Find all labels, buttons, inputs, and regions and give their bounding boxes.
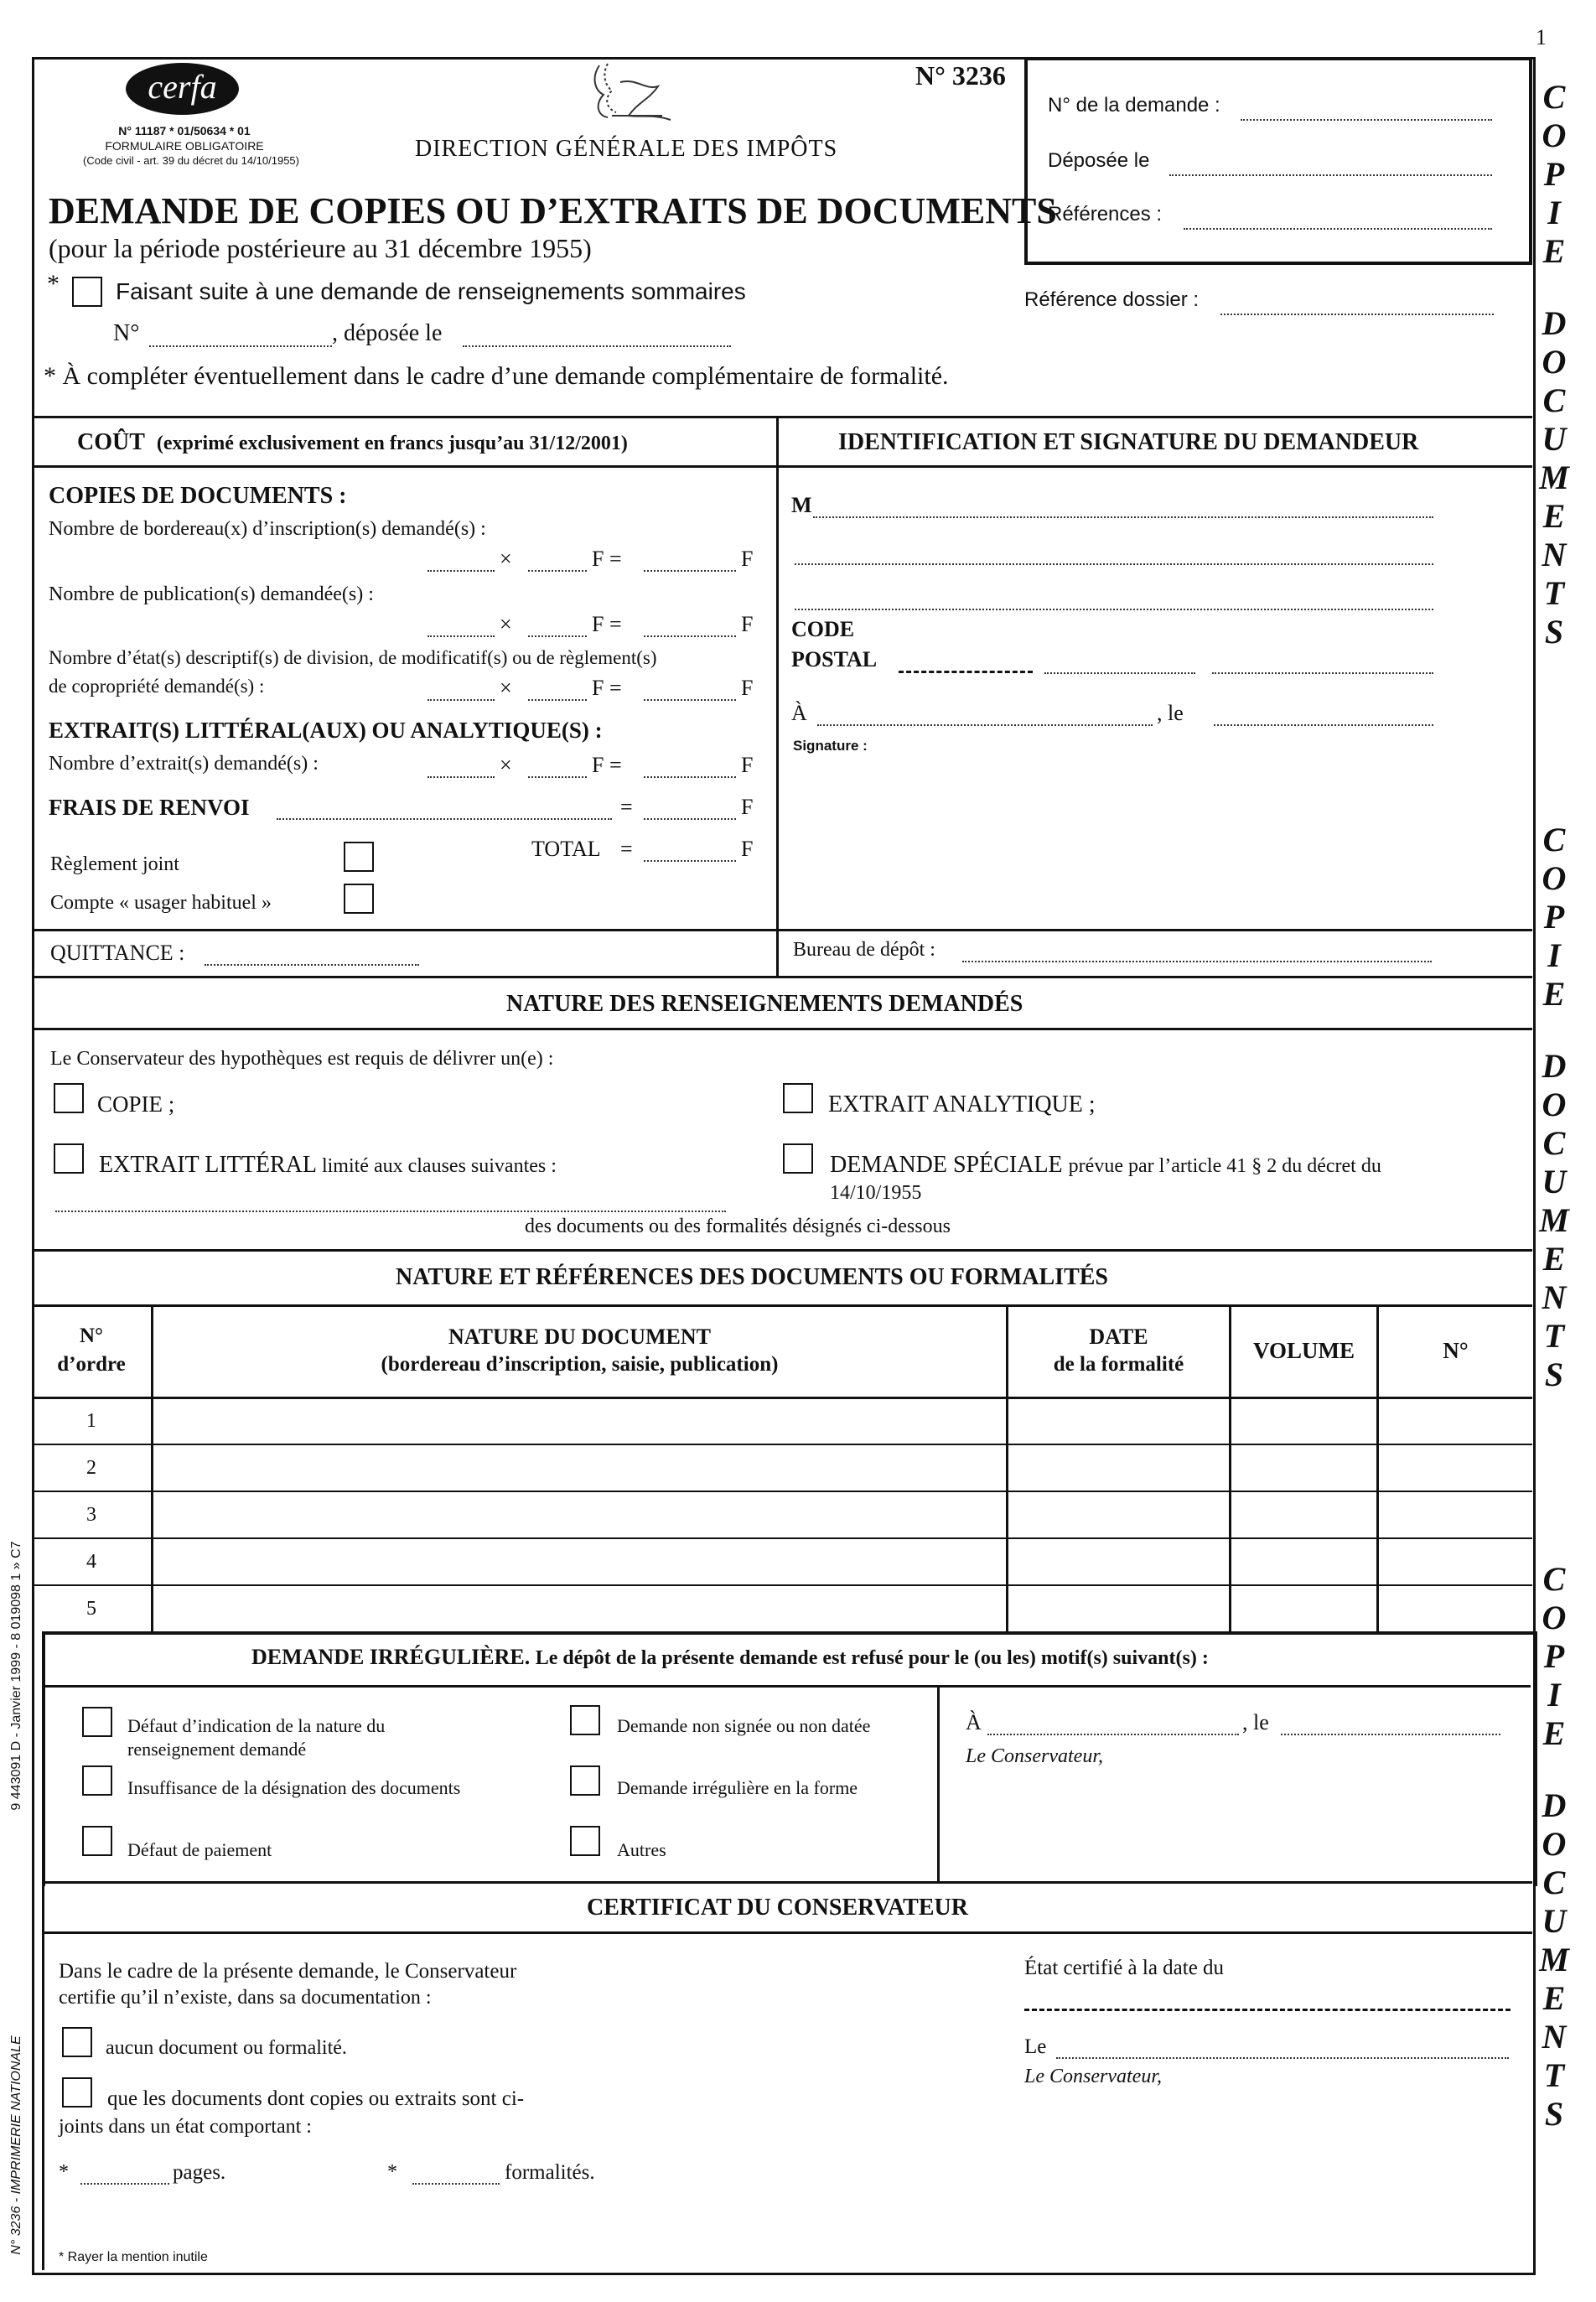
table-cell-number[interactable] bbox=[1379, 1446, 1532, 1490]
table-cell-number[interactable] bbox=[1379, 1399, 1532, 1443]
table-row-divider bbox=[32, 1444, 1532, 1445]
total-field[interactable] bbox=[644, 840, 736, 862]
side-letter: P bbox=[1543, 155, 1565, 193]
divider bbox=[776, 416, 779, 977]
divider bbox=[32, 929, 1532, 931]
address-field-2[interactable] bbox=[795, 588, 1433, 610]
table-cell-number[interactable] bbox=[1379, 1587, 1532, 1631]
franc-sign: F bbox=[741, 676, 754, 700]
side-letter: T bbox=[1543, 574, 1565, 612]
insuffisance-checkbox[interactable] bbox=[82, 1765, 112, 1796]
printer-margin-text: N° 3236 - IMPRIMERIE NATIONALE bbox=[9, 2035, 23, 2255]
publications-total-field[interactable] bbox=[644, 615, 736, 637]
frais-leader bbox=[277, 798, 612, 820]
side-letter: U bbox=[1542, 1902, 1567, 1940]
code-label: CODE bbox=[791, 617, 855, 641]
certificat-date-field[interactable] bbox=[1056, 2037, 1509, 2059]
irreguliere-date-field[interactable] bbox=[1281, 1714, 1500, 1735]
f-equals: F = bbox=[592, 612, 622, 636]
irreguliere-heading: DEMANDE IRRÉGULIÈRE. Le dépôt de la présente demande est refusé pour le (ou les) motif(s) suivant(s) : bbox=[251, 1645, 1209, 1669]
frais-label: FRAIS DE RENVOI bbox=[49, 795, 250, 820]
divider bbox=[42, 1881, 44, 2270]
side-letter: E bbox=[1542, 1714, 1566, 1752]
cerfa-logo: cerfa bbox=[126, 63, 239, 115]
side-letter: C bbox=[1542, 821, 1566, 858]
side-letter: D bbox=[1542, 1786, 1567, 1824]
identification-heading: IDENTIFICATION ET SIGNATURE DU DEMANDEUR bbox=[838, 429, 1419, 455]
f-equals: F = bbox=[592, 753, 622, 777]
references-field[interactable] bbox=[1184, 208, 1492, 230]
divider bbox=[32, 976, 1532, 978]
table-row-divider bbox=[32, 1537, 1532, 1539]
pages-field[interactable] bbox=[80, 2163, 169, 2185]
col-date-header-2: de la formalité bbox=[1053, 1353, 1184, 1376]
completer-note: * À compléter éventuellement dans le cadre d’une demande complémentaire de formalité. bbox=[44, 362, 949, 390]
m-label: M bbox=[791, 493, 812, 517]
address-field-1[interactable] bbox=[795, 543, 1433, 565]
bordereaux-label: Nombre de bordereau(x) d’inscription(s) demandé(s) : bbox=[49, 518, 486, 540]
frais-total-field[interactable] bbox=[644, 798, 736, 820]
etats-qty-field[interactable] bbox=[428, 679, 495, 701]
reglement-label: Règlement joint bbox=[50, 853, 179, 875]
side-letter: E bbox=[1542, 1979, 1566, 2017]
equals-sign: = bbox=[620, 837, 633, 861]
extrait-analytique-label: EXTRAIT ANALYTIQUE ; bbox=[828, 1091, 1096, 1117]
compte-label: Compte « usager habituel » bbox=[50, 892, 272, 914]
times-sign: × bbox=[500, 676, 512, 700]
defaut-paiement-label: Défaut de paiement bbox=[127, 1839, 272, 1860]
autres-checkbox[interactable] bbox=[570, 1826, 600, 1856]
side-letter: N bbox=[1542, 536, 1567, 573]
demande-speciale-label: DEMANDE SPÉCIALE prévue par l’article 41 § 2 du décret du bbox=[830, 1152, 1381, 1178]
ref-dossier-label: Référence dossier : bbox=[1024, 288, 1200, 311]
table-cell-volume[interactable] bbox=[1231, 1399, 1376, 1443]
franc-sign: F bbox=[741, 547, 754, 571]
etats-label-1: Nombre d’état(s) descriptif(s) de division, de modificatif(s) ou de règlement(s) bbox=[49, 647, 657, 668]
direction-title: DIRECTION GÉNÉRALE DES IMPÔTS bbox=[415, 136, 838, 162]
table-cell-nature[interactable] bbox=[153, 1399, 1006, 1443]
non-signee-checkbox[interactable] bbox=[570, 1705, 600, 1735]
cerfa-code-2: FORMULAIRE OBLIGATOIRE bbox=[105, 139, 264, 153]
publications-qty-field[interactable] bbox=[428, 615, 495, 637]
col-date-header-1: DATE bbox=[1089, 1325, 1148, 1349]
signature-label: Signature : bbox=[793, 738, 868, 754]
reglement-checkbox[interactable] bbox=[344, 842, 374, 872]
cerfa-code-3: (Code civil - art. 39 du décret du 14/10/1955) bbox=[83, 154, 299, 167]
side-letter: P bbox=[1543, 898, 1565, 936]
table-cell-nature[interactable] bbox=[153, 1540, 1006, 1584]
irreguliere-conservateur: Le Conservateur, bbox=[966, 1745, 1103, 1767]
defaut-nature-label-2: renseignement demandé bbox=[127, 1739, 307, 1760]
side-letter: N bbox=[1542, 1278, 1567, 1316]
side-letter: U bbox=[1542, 420, 1567, 458]
col-volume-header: VOLUME bbox=[1253, 1338, 1355, 1363]
quittance-label: QUITTANCE : bbox=[50, 941, 185, 965]
times-sign: × bbox=[500, 612, 512, 636]
cout-heading: COÛT (exprimé exclusivement en francs jusqu’au 31/12/2001) bbox=[77, 429, 628, 455]
insuffisance-label: Insuffisance de la désignation des documents bbox=[127, 1777, 461, 1798]
nature-intro: Le Conservateur des hypothèques est requis de délivrer un(e) : bbox=[50, 1048, 554, 1070]
etats-label-2: de copropriété demandé(s) : bbox=[49, 676, 265, 697]
col-no-header-2: d’ordre bbox=[57, 1353, 126, 1376]
quittance-field[interactable] bbox=[205, 944, 419, 966]
table-row-divider bbox=[32, 1584, 1532, 1586]
postal-label: POSTAL bbox=[791, 647, 878, 671]
copie-label: COPIE ; bbox=[97, 1091, 175, 1117]
extrait-litteral-label: EXTRAIT LITTÉRAL limité aux clauses suivantes : bbox=[99, 1152, 557, 1178]
table-cell-nature[interactable] bbox=[153, 1446, 1006, 1490]
f-equals: F = bbox=[592, 547, 622, 571]
table-cell-number[interactable] bbox=[1379, 1540, 1532, 1584]
table-row-number: 1 bbox=[86, 1410, 96, 1432]
divider bbox=[32, 416, 1532, 418]
aucun-checkbox[interactable] bbox=[62, 2027, 92, 2057]
que-label-1: que les documents dont copies ou extraits sont ci- bbox=[107, 2087, 525, 2110]
side-letter: T bbox=[1543, 1317, 1565, 1355]
side-letter: O bbox=[1542, 117, 1567, 154]
suite-deposee-field[interactable] bbox=[463, 325, 731, 347]
side-letter: P bbox=[1543, 1637, 1565, 1675]
table-row-number: 2 bbox=[86, 1457, 96, 1479]
certificat-heading: CERTIFICAT DU CONSERVATEUR bbox=[587, 1895, 968, 1921]
table-row-number: 4 bbox=[86, 1551, 96, 1573]
star-mark: * bbox=[47, 270, 60, 298]
extraits-total-field[interactable] bbox=[644, 756, 736, 778]
side-letter: E bbox=[1542, 1240, 1566, 1278]
city-field-2[interactable] bbox=[1212, 652, 1433, 674]
equals-sign: = bbox=[620, 795, 633, 819]
side-letter: N bbox=[1542, 2018, 1567, 2056]
publications-label: Nombre de publication(s) demandée(s) : bbox=[49, 583, 374, 605]
suite-label: Faisant suite à une demande de renseignements sommaires bbox=[116, 278, 746, 304]
demande-speciale-date: 14/10/1955 bbox=[830, 1182, 922, 1204]
demande-number-field[interactable] bbox=[1241, 99, 1492, 121]
references-heading: NATURE ET RÉFÉRENCES DES DOCUMENTS OU FORMALITÉS bbox=[396, 1264, 1108, 1290]
side-letter: C bbox=[1542, 381, 1566, 419]
col-nature-header-1: NATURE DU DOCUMENT bbox=[448, 1325, 711, 1349]
franc-sign: F bbox=[741, 795, 754, 819]
franc-sign: F bbox=[741, 837, 754, 861]
demande-speciale-checkbox[interactable] bbox=[783, 1143, 813, 1174]
side-letter: O bbox=[1542, 859, 1567, 897]
irreguliere-forme-checkbox[interactable] bbox=[570, 1765, 600, 1796]
side-letter: O bbox=[1542, 343, 1567, 381]
suite-deposee-label: , déposée le bbox=[332, 320, 443, 346]
side-letter: C bbox=[1542, 78, 1566, 116]
irreguliere-le-label: , le bbox=[1242, 1710, 1269, 1734]
etats-total-field[interactable] bbox=[644, 679, 736, 701]
divider bbox=[32, 1249, 1532, 1252]
times-sign: × bbox=[500, 547, 512, 571]
table-row-number: 5 bbox=[86, 1598, 96, 1620]
table-row-number: 3 bbox=[86, 1504, 96, 1526]
extrait-analytique-checkbox[interactable] bbox=[783, 1083, 813, 1113]
side-letter: C bbox=[1542, 1864, 1566, 1901]
table-cell-nature[interactable] bbox=[153, 1587, 1006, 1631]
postal-code-field[interactable] bbox=[899, 652, 1033, 673]
table-cell-volume[interactable] bbox=[1231, 1446, 1376, 1490]
deposee-field[interactable] bbox=[1169, 154, 1492, 176]
table-cell-date[interactable] bbox=[1008, 1446, 1229, 1490]
col-nature-header-2: (bordereau d’inscription, saisie, publication) bbox=[381, 1353, 779, 1376]
que-label-2: joints dans un état comportant : bbox=[59, 2116, 312, 2138]
extrait-litteral-checkbox[interactable] bbox=[54, 1143, 84, 1174]
times-sign: × bbox=[500, 753, 512, 777]
references-label: Références : bbox=[1048, 203, 1163, 226]
table-cell-volume[interactable] bbox=[1231, 1540, 1376, 1584]
side-letter: S bbox=[1544, 1356, 1564, 1393]
side-letter: S bbox=[1544, 2095, 1564, 2133]
divider bbox=[32, 1028, 1532, 1030]
f-equals: F = bbox=[592, 676, 622, 700]
irreguliere-a-label: À bbox=[966, 1710, 982, 1734]
suite-no-field[interactable] bbox=[149, 325, 332, 347]
documents-note: des documents ou des formalités désignés ci-dessous bbox=[525, 1216, 951, 1237]
references-table bbox=[32, 1304, 1532, 1631]
certificat-conservateur: Le Conservateur, bbox=[1024, 2066, 1162, 2087]
a-label: À bbox=[791, 701, 807, 725]
bordereaux-price-field[interactable] bbox=[528, 550, 587, 572]
side-letter: C bbox=[1542, 1124, 1566, 1162]
aucun-label: aucun document ou formalité. bbox=[106, 2037, 347, 2059]
divider bbox=[42, 1931, 1532, 1934]
que-checkbox[interactable] bbox=[62, 2077, 92, 2108]
irreguliere-place-field[interactable] bbox=[987, 1714, 1239, 1735]
demande-number-label: N° de la demande : bbox=[1048, 94, 1220, 117]
side-letter: E bbox=[1542, 232, 1566, 270]
table-cell-volume[interactable] bbox=[1231, 1587, 1376, 1631]
table-cell-date[interactable] bbox=[1008, 1493, 1229, 1537]
extraits-label: Nombre d’extrait(s) demandé(s) : bbox=[49, 753, 319, 775]
table-cell-number[interactable] bbox=[1379, 1493, 1532, 1537]
divider bbox=[42, 1881, 1532, 1884]
side-letter: O bbox=[1542, 1825, 1567, 1863]
formalites-star: * bbox=[387, 2161, 397, 2183]
side-letter: D bbox=[1542, 1047, 1567, 1085]
etats-price-field[interactable] bbox=[528, 679, 587, 701]
clauses-field[interactable] bbox=[55, 1190, 726, 1212]
city-field-1[interactable] bbox=[1044, 652, 1195, 674]
extraits-price-field[interactable] bbox=[528, 756, 587, 778]
form-subtitle: (pour la période postérieure au 31 décembre 1955) bbox=[49, 233, 592, 263]
page-number: 1 bbox=[1536, 25, 1547, 49]
divider bbox=[32, 465, 1532, 468]
table-cell-date[interactable] bbox=[1008, 1587, 1229, 1631]
certificat-intro-1: Dans le cadre de la présente demande, le Conservateur bbox=[59, 1960, 517, 1983]
side-letter: E bbox=[1542, 497, 1566, 535]
extraits-heading: EXTRAIT(S) LITTÉRAL(AUX) OU ANALYTIQUE(S) : bbox=[49, 718, 603, 743]
copies-heading: COPIES DE DOCUMENTS : bbox=[49, 483, 347, 509]
copie-checkbox[interactable] bbox=[54, 1083, 84, 1113]
pages-star: * bbox=[59, 2161, 69, 2183]
defaut-nature-label-1: Défaut d’indication de la nature du bbox=[127, 1715, 386, 1736]
non-signee-label: Demande non signée ou non datée bbox=[617, 1715, 871, 1736]
ref-dossier-field[interactable] bbox=[1220, 293, 1494, 315]
certificat-le-label: Le bbox=[1024, 2035, 1047, 2058]
rayer-note: * Rayer la mention inutile bbox=[59, 2250, 208, 2264]
side-letter: T bbox=[1543, 2056, 1565, 2094]
table-cell-volume[interactable] bbox=[1231, 1493, 1376, 1537]
place-field[interactable] bbox=[817, 704, 1153, 726]
defaut-nature-checkbox[interactable] bbox=[82, 1707, 112, 1737]
side-letter: S bbox=[1544, 613, 1564, 651]
cerfa-code-1: N° 11187 * 01/50634 * 01 bbox=[118, 124, 251, 137]
formalites-field[interactable] bbox=[412, 2163, 500, 2185]
side-letter: O bbox=[1542, 1086, 1567, 1123]
name-field[interactable] bbox=[813, 496, 1433, 518]
franc-sign: F bbox=[741, 753, 754, 777]
pages-label: pages. bbox=[173, 2161, 226, 2184]
side-letter: D bbox=[1542, 304, 1567, 342]
table-cell-date[interactable] bbox=[1008, 1540, 1229, 1584]
col-no-header-1: N° bbox=[79, 1325, 104, 1347]
certificat-intro-2: certifie qu’il n’existe, dans sa documentation : bbox=[59, 1987, 432, 2009]
nature-heading: NATURE DES RENSEIGNEMENTS DEMANDÉS bbox=[506, 991, 1023, 1017]
code-margin-text: 9 443091 D - Janvier 1999 - 8 019098 1 » C7 bbox=[9, 1541, 23, 1811]
compte-checkbox[interactable] bbox=[344, 884, 374, 914]
side-letter: M bbox=[1539, 459, 1569, 496]
le-label: , le bbox=[1157, 701, 1184, 725]
form-title: DEMANDE DE COPIES OU D’EXTRAITS DE DOCUMENTS bbox=[49, 190, 1057, 231]
side-letter: I bbox=[1547, 194, 1561, 231]
bureau-label: Bureau de dépôt : bbox=[793, 939, 935, 961]
bureau-field[interactable] bbox=[962, 941, 1432, 962]
side-letter: I bbox=[1547, 936, 1561, 974]
etat-certifie-field[interactable] bbox=[1024, 1988, 1510, 2011]
franc-sign: F bbox=[741, 612, 754, 636]
suite-checkbox[interactable] bbox=[72, 277, 102, 307]
total-label: TOTAL bbox=[531, 837, 601, 861]
table-row-divider bbox=[32, 1491, 1532, 1492]
irreguliere-forme-label: Demande irrégulière en la forme bbox=[617, 1777, 858, 1798]
table-cell-date[interactable] bbox=[1008, 1399, 1229, 1443]
date-field[interactable] bbox=[1214, 704, 1433, 726]
form-number: N° 3236 bbox=[915, 60, 1006, 91]
col-number-header: N° bbox=[1443, 1338, 1469, 1363]
publications-price-field[interactable] bbox=[528, 615, 587, 637]
suite-no-label: N° bbox=[113, 320, 140, 346]
side-letter: O bbox=[1542, 1599, 1567, 1636]
side-letter: I bbox=[1547, 1676, 1561, 1714]
defaut-paiement-checkbox[interactable] bbox=[82, 1826, 112, 1856]
etat-certifie-label: État certifié à la date du bbox=[1024, 1957, 1225, 1979]
side-letter: C bbox=[1542, 1560, 1566, 1598]
side-letter: U bbox=[1542, 1163, 1567, 1200]
extraits-qty-field[interactable] bbox=[428, 756, 495, 778]
table-cell-nature[interactable] bbox=[153, 1493, 1006, 1537]
bordereaux-total-field[interactable] bbox=[644, 550, 736, 572]
marianne-logo bbox=[578, 57, 679, 141]
divider bbox=[937, 1685, 940, 1883]
formalites-label: formalités. bbox=[505, 2161, 595, 2184]
autres-label: Autres bbox=[617, 1839, 666, 1860]
side-letter: M bbox=[1539, 1941, 1569, 1978]
divider bbox=[42, 1685, 1531, 1688]
side-letter: M bbox=[1539, 1201, 1569, 1239]
bordereaux-qty-field[interactable] bbox=[428, 550, 495, 572]
deposee-label: Déposée le bbox=[1048, 149, 1150, 172]
side-letter: E bbox=[1542, 975, 1566, 1013]
